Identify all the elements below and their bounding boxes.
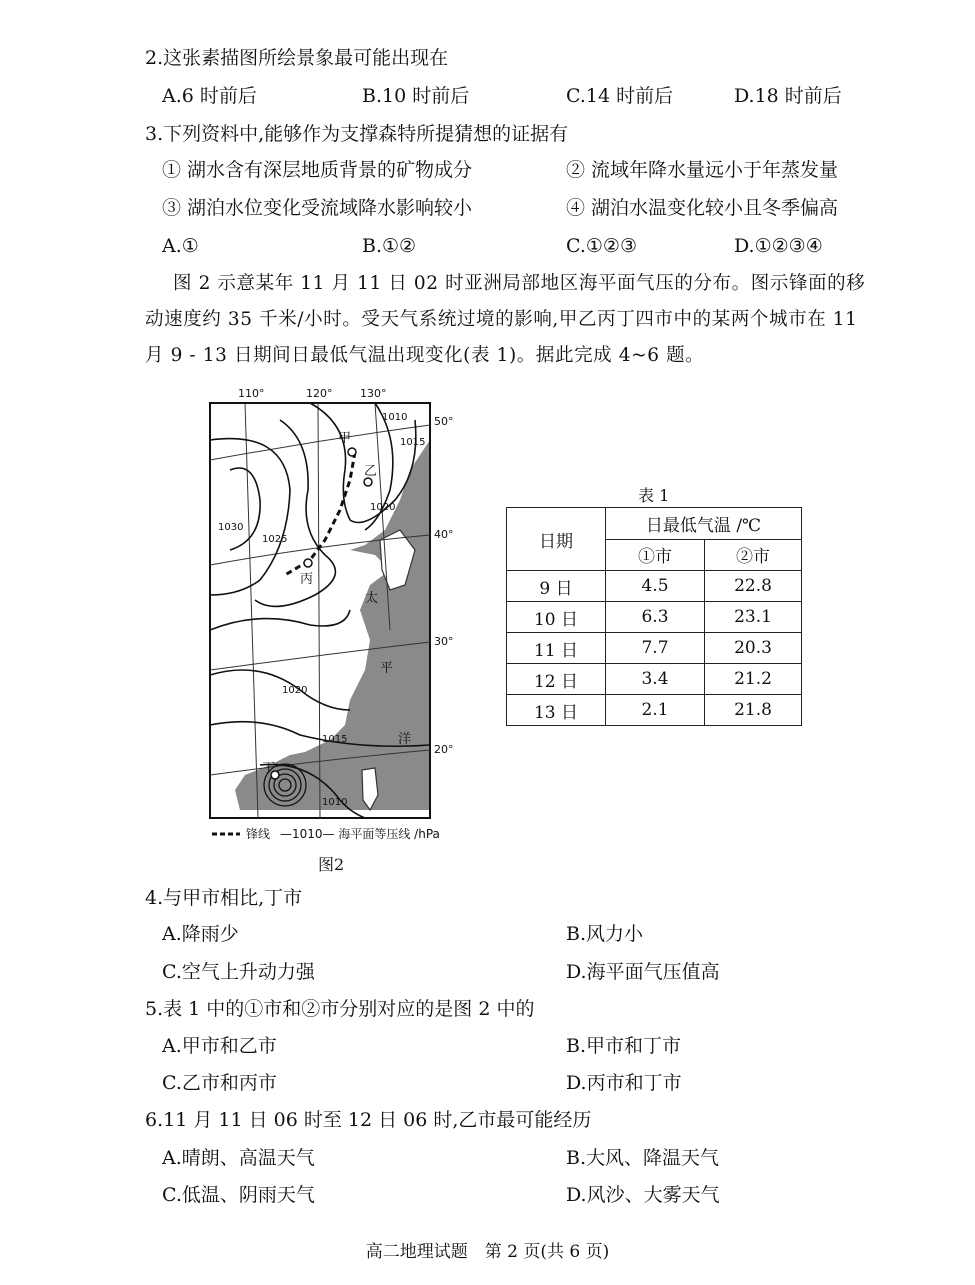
cell-b: 21.8 <box>705 695 802 726</box>
cell-b: 23.1 <box>705 602 802 633</box>
table-row <box>507 664 802 695</box>
cell-a: 4.5 <box>606 571 705 602</box>
ocean-char-3: 洋 <box>398 732 412 747</box>
city-yi: 乙 <box>364 464 378 479</box>
city-jia: 甲 <box>338 431 352 446</box>
q3-item-2: ② 流域年降水量远小于年蒸发量 <box>566 159 839 181</box>
isobar-label-1015-s: 1015 <box>322 734 348 745</box>
q3-option-a: A.① <box>162 235 199 257</box>
isobar-label-1025: 1025 <box>262 534 288 545</box>
figure-caption: 图2 <box>318 855 345 874</box>
isobar-label-1010-s: 1010 <box>322 797 348 808</box>
q3-item-1: ① 湖水含有深层地质背景的矿物成分 <box>162 159 473 181</box>
ocean-char-1: 太 <box>365 591 379 606</box>
city-ding: 丁 <box>262 761 276 776</box>
cell-b: 20.3 <box>705 633 802 664</box>
table-row <box>507 602 802 633</box>
q2-option-c: C.14 时前后 <box>566 85 674 107</box>
q2-option-b: B.10 时前后 <box>362 85 470 107</box>
page-footer: 高二地理试题 第 2 页(共 6 页) <box>365 1242 610 1262</box>
cell-a: 7.7 <box>606 633 705 664</box>
isobar-label-1020-n: 1020 <box>370 502 396 513</box>
cell-a: 3.4 <box>606 664 705 695</box>
cell-b: 21.2 <box>705 664 802 695</box>
q6-option-d: D.风沙、大雾天气 <box>566 1184 720 1206</box>
city-bing: 丙 <box>300 572 314 587</box>
lat-label-50: 50° <box>434 415 454 428</box>
q2-option-d: D.18 时前后 <box>734 85 842 107</box>
q3-option-c: C.①②③ <box>566 235 637 257</box>
svg-text:锋线 —1010— 海平面等压线 /hPa <box>246 826 440 841</box>
cell-b: 22.8 <box>705 571 802 602</box>
cell-date: 13 日 <box>507 695 606 726</box>
q5-option-b: B.甲市和丁市 <box>566 1035 682 1057</box>
lon-label-130: 130° <box>360 387 387 400</box>
legend-isobar-label: —1010— 海平面等压线 /hPa <box>280 827 440 841</box>
col-header-date: 日期 <box>507 508 606 571</box>
isobar-label-1020-s: 1020 <box>282 685 308 696</box>
lon-label-110: 110° <box>238 387 265 400</box>
q6-option-c: C.低温、阴雨天气 <box>162 1184 315 1206</box>
q6-stem: 6.11 月 11 日 06 时至 12 日 06 时,乙市最可能经历 <box>145 1109 592 1131</box>
table-title: 表 1 <box>638 486 670 505</box>
q3-option-d: D.①②③④ <box>734 235 823 257</box>
q6-option-a: A.晴朗、高温天气 <box>162 1147 315 1169</box>
col-header-group: 日最低气温 /℃ <box>606 508 802 540</box>
lon-label-120: 120° <box>306 387 333 400</box>
legend-front-label: 锋线 <box>246 827 271 841</box>
q6-option-b: B.大风、降温天气 <box>566 1147 720 1169</box>
isobar-label-1030: 1030 <box>218 522 244 533</box>
q4-option-a: A.降雨少 <box>162 923 239 945</box>
q3-stem: 3.下列资料中,能够作为支撑森特所提猜想的证据有 <box>145 123 569 145</box>
q2-stem: 2.这张素描图所绘景象最可能出现在 <box>145 47 449 69</box>
q5-option-a: A.甲市和乙市 <box>162 1035 277 1057</box>
q5-stem: 5.表 1 中的①市和②市分别对应的是图 2 中的 <box>145 998 535 1020</box>
col-header-city-a: ①市 <box>606 539 705 571</box>
col-header-city-b: ②市 <box>705 539 802 571</box>
table-row <box>507 633 802 664</box>
cell-date: 9 日 <box>507 571 606 602</box>
isobar-label-1010-n: 1010 <box>382 412 408 423</box>
lat-label-30: 30° <box>434 635 454 648</box>
q4-option-d: D.海平面气压值高 <box>566 961 720 983</box>
lat-label-20: 20° <box>434 743 454 756</box>
cell-date: 10 日 <box>507 602 606 633</box>
intro-paragraph: 图 2 示意某年 11 月 11 日 02 时亚洲局部地区海平面气压的分布。图示锋面的移动速度约 35 千米/小时。受天气系统过境的影响,甲乙丙丁四市中的某两个城市在 11 月 9 - 13 日期间日最低气温出现变化(表 1)。据此完成 4~6 题。 <box>145 273 866 366</box>
q5-option-d: D.丙市和丁市 <box>566 1072 682 1094</box>
lat-label-40: 40° <box>434 528 454 541</box>
q2-option-a: A.6 时前后 <box>162 85 257 107</box>
q4-option-b: B.风力小 <box>566 923 644 945</box>
table-1 <box>506 507 802 726</box>
table-row <box>507 571 802 602</box>
ocean-char-2: 平 <box>380 661 394 676</box>
pressure-map <box>200 380 490 860</box>
isobar-label-1015-n: 1015 <box>400 437 426 448</box>
q3-item-3: ③ 湖泊水位变化受流域降水影响较小 <box>162 197 473 219</box>
cell-date: 11 日 <box>507 633 606 664</box>
q3-option-b: B.①② <box>362 235 417 257</box>
cell-a: 6.3 <box>606 602 705 633</box>
q3-item-4: ④ 湖泊水温变化较小且冬季偏高 <box>566 197 839 219</box>
cell-date: 12 日 <box>507 664 606 695</box>
q4-option-c: C.空气上升动力强 <box>162 961 315 983</box>
table-row <box>507 695 802 726</box>
q5-option-c: C.乙市和丙市 <box>162 1072 277 1094</box>
q4-stem: 4.与甲市相比,丁市 <box>145 887 303 909</box>
cell-a: 2.1 <box>606 695 705 726</box>
